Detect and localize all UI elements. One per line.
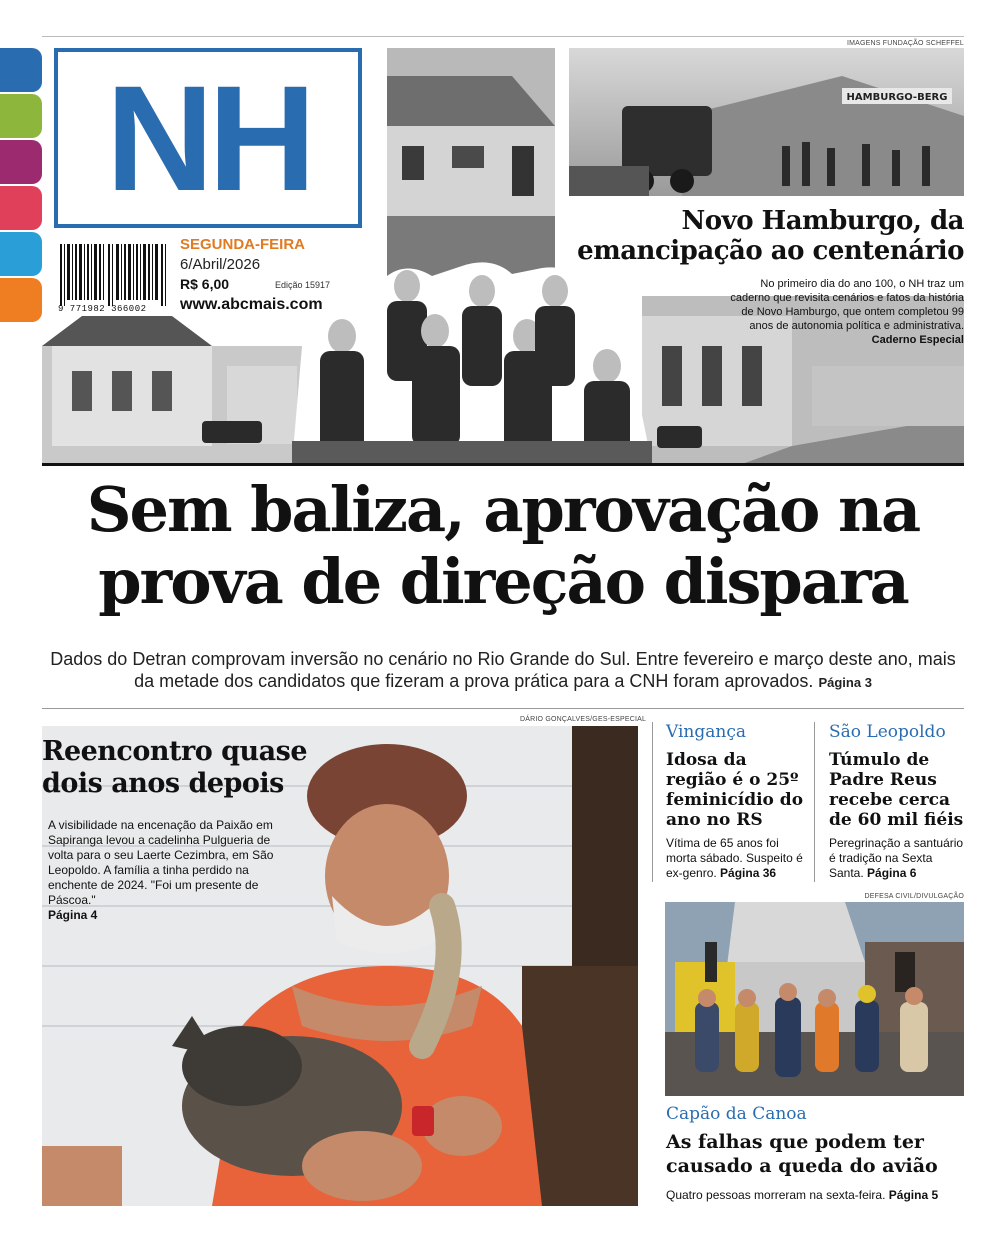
crash-story-photo[interactable]	[665, 902, 964, 1096]
side-story-page-ref[interactable]: Página 36	[720, 866, 777, 880]
side-story-text	[829, 836, 964, 881]
issue-edition: Edição 15917	[275, 280, 331, 290]
hero-divider	[42, 463, 964, 466]
crash-photo-credit: DEFESA CIVIL/DIVULGAÇÃO	[864, 893, 964, 900]
logo-text: NH	[105, 54, 311, 222]
issue-date: 6/Abril/2026	[180, 256, 261, 273]
crash-site-photo	[665, 902, 964, 1096]
issue-day: SEGUNDA-FEIRA	[180, 236, 306, 253]
hero-photo-credit: IMAGENS FUNDAÇÃO SCHEFFEL	[846, 40, 964, 47]
special-section-summary	[724, 277, 964, 347]
column-divider	[652, 722, 653, 882]
special-section-ref[interactable]: Caderno Especial	[871, 334, 964, 346]
color-tab	[0, 94, 42, 138]
main-headline[interactable]: Sem baliza, aprovação na prova de direção dispara	[86, 473, 920, 618]
crash-story-body: Quatro pessoas morreram na sexta-feira.	[666, 1188, 886, 1202]
column-divider	[814, 722, 815, 882]
color-tab	[0, 140, 42, 184]
side-story-text	[666, 836, 806, 881]
color-tab	[0, 186, 42, 230]
side-story-tag: São Leopoldo	[829, 722, 946, 742]
crash-story-page-ref[interactable]: Página 5	[888, 1188, 939, 1202]
crash-story-headline[interactable]: As falhas que podem ter causado a queda do avião	[666, 1131, 938, 1177]
nh-logo-inner	[58, 52, 358, 224]
dog-story-headline[interactable]: Reencontro quase dois anos depois	[42, 736, 307, 799]
side-story-page-ref[interactable]: Página 6	[867, 866, 917, 880]
side-story-body: Peregrinação a santuário é tradição na Sexta Santa.	[829, 836, 964, 880]
main-deck	[42, 648, 964, 694]
main-deck-text: Dados do Detran comprovam inversão no cenário no Rio Grande do Sul. Entre fevereiro e março deste ano, mais da metade dos candidatos que fizeram a prova prática para a CNH foram aprovados.	[50, 649, 956, 691]
barcode-icon	[58, 240, 168, 310]
crash-story-tag: Capão da Canoa	[666, 1104, 807, 1124]
side-story-body: Vítima de 65 anos foi morta sábado. Suspeito é ex-genro.	[666, 836, 803, 880]
dog-story-page-ref[interactable]: Página 4	[48, 908, 98, 922]
color-tab	[0, 48, 42, 92]
special-section-headline[interactable]: Novo Hamburgo, da emancipação ao centenário	[577, 206, 964, 266]
website-link[interactable]: www.abcmais.com	[180, 296, 323, 313]
side-story-tag: Vingança	[666, 722, 746, 742]
section-divider	[42, 708, 964, 709]
color-tab	[0, 232, 42, 276]
side-story-headline[interactable]: Idosa da região é o 25º feminicídio do ano no RS	[666, 750, 804, 830]
color-tab	[0, 278, 42, 322]
main-page-ref[interactable]: Página 3	[818, 675, 872, 690]
dog-photo-credit: DÁRIO GONÇALVES/GES-ESPECIAL	[520, 716, 647, 723]
dog-story-text	[48, 818, 288, 923]
nh-logo[interactable]	[54, 48, 362, 228]
crash-story-text	[666, 1188, 966, 1202]
side-story-headline[interactable]: Túmulo de Padre Reus recebe cerca de 60 mil fiéis	[829, 750, 964, 830]
top-rule	[42, 36, 964, 37]
section-color-tabs	[0, 48, 42, 324]
dog-story-body: A visibilidade na encenação da Paixão em Sapiranga levou a cadelinha Pulgueria de volta para o seu Laerte Cezimbra, em São Leopoldo. A família a tinha perdido na enchente de 2024. "Foi um presente de Páscoa."	[48, 818, 274, 907]
issue-price: R$ 6,00	[180, 276, 230, 292]
barcode-number: 9 771982 366002	[58, 304, 147, 314]
special-section-text: No primeiro dia do ano 100, o NH traz um caderno que revisita cenários e fatos da história de Novo Hamburgo, que ontem completou 99 anos de autonomia política e administrativa.	[730, 278, 964, 332]
station-sign: HAMBURGO-BERG	[846, 92, 948, 103]
